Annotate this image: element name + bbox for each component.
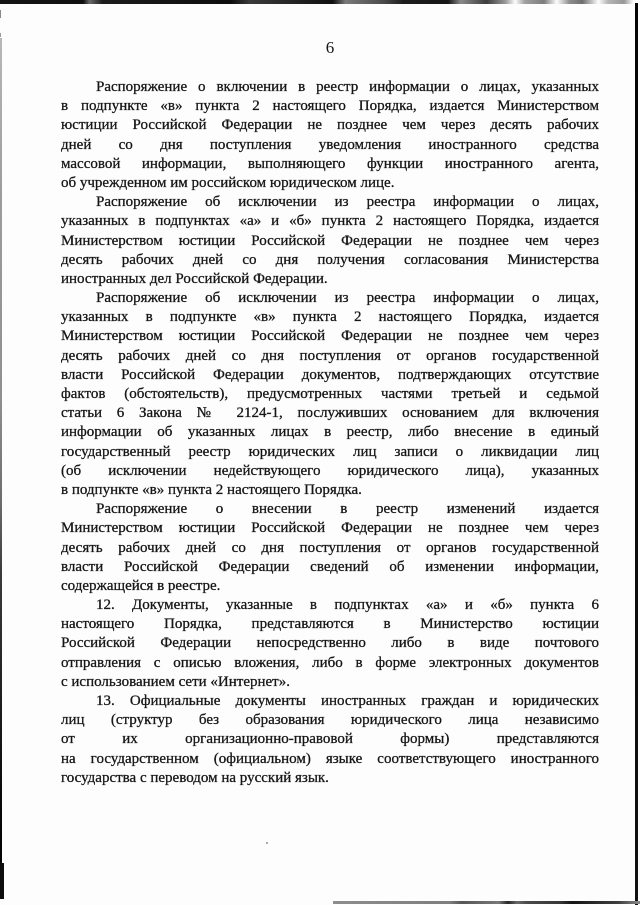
text-line: власти Российской Федерации сведений об изменении информации, [61,558,599,575]
scan-speck [266,842,268,844]
text-line: лиц (структур без образования юридического лица независимо [61,712,599,729]
paragraph [61,500,599,596]
text-line: Распоряжение о внесении в реестр изменений издается [96,501,599,518]
text-line: статьи 6 Закона № 2124-1, послуживших основанием для включения [61,405,599,422]
text-line: от их организационно-правовой формы) представляются [61,731,599,748]
text-line: власти Российской Федерации документов, подтверждающих отсутствие [61,366,599,383]
text-line: государственный реестр юридических лиц записи о ликвидации лиц [61,443,599,460]
scan-edge-left-sliver [0,10,1,18]
text-line: фактов (обстоятельств), предусмотренных частями третьей и седьмой [61,386,599,402]
text-line: в подпункте «в» пункта 2 настоящего Порядка. [61,481,362,498]
text-line: информации об указанных лицах в реестр, либо внесение в единый [61,424,599,441]
text-line: настоящего Порядка, представляются в Министерство юстиции [61,616,599,633]
text-line: иностранных дел Российской Федерации. [61,270,328,287]
text-line: в подпункте «в» пункта 2 настоящего Порядка, издается Министерством [61,98,599,115]
page-number: 6 [325,38,335,57]
text-line: десять рабочих дней со дня поступления от органов государственной [61,539,599,556]
text-line: Министерством юстиции Российской Федерации не позднее чем через [61,328,599,345]
paragraph [61,692,599,788]
scan-edge-top [0,0,640,4]
paragraph [61,193,599,289]
paragraph [61,596,599,692]
text-line: Министерством юстиции Российской Федерации не позднее чем через [61,520,599,537]
text-line: отправления с описью вложения, либо в форме электронных документов [61,654,599,671]
text-line: содержащейся в реестре. [61,577,221,594]
text-line: об учрежденном им российском юридическом лице. [61,174,395,191]
text-line: (об исключении недействующего юридического лица), указанных [61,462,599,479]
text-line: десять рабочих дней со дня поступления от органов государственной [61,347,599,364]
text-line: указанных в подпунктах «а» и «б» пункта 2 настоящего Порядка, издается [61,213,599,230]
text-line: с использованием сети «Интернет». [61,673,290,690]
scan-edge-left-bottom [0,863,4,899]
text-line: Распоряжение об исключении из реестра информации о лицах, [96,194,599,211]
text-line: Распоряжение об исключении из реестра информации о лицах, [96,290,599,307]
scan-edge-left [0,38,2,899]
text-line: Министерством юстиции Российской Федерации не позднее чем через [61,232,599,249]
text-line: государства с переводом на русский язык. [61,769,329,786]
text-line: указанных в подпункте «в» пункта 2 настоящего Порядка, издается [61,309,599,326]
text-line: дней со дня поступления уведомления иностранного средства [61,136,599,153]
text-line: Распоряжение о включении в реестр информации о лицах, указанных [96,79,599,95]
text-line: 13. Официальные документы иностранных граждан и юридических [96,693,599,709]
paragraph [61,78,599,193]
scan-edge-left-dot [0,33,1,37]
text-line: десять рабочих дней со дня получения согласования Министерства [61,251,599,268]
text-line: на государственном (официальном) языке соответствующего иностранного [61,750,599,767]
text-line: юстиции Российской Федерации не позднее чем через десять рабочих [61,117,599,134]
text-line: 12. Документы, указанные в подпунктах «а» и «б» пункта 6 [96,597,599,614]
scan-edge-bottom [333,901,640,904]
text-line: Российской Федерации непосредственно либо в виде почтового [61,635,599,652]
scan-edge-right [635,3,638,905]
paragraph [61,289,599,500]
document-body [61,78,599,788]
text-line: массовой информации, выполняющего функции иностранного агента, [61,155,599,172]
